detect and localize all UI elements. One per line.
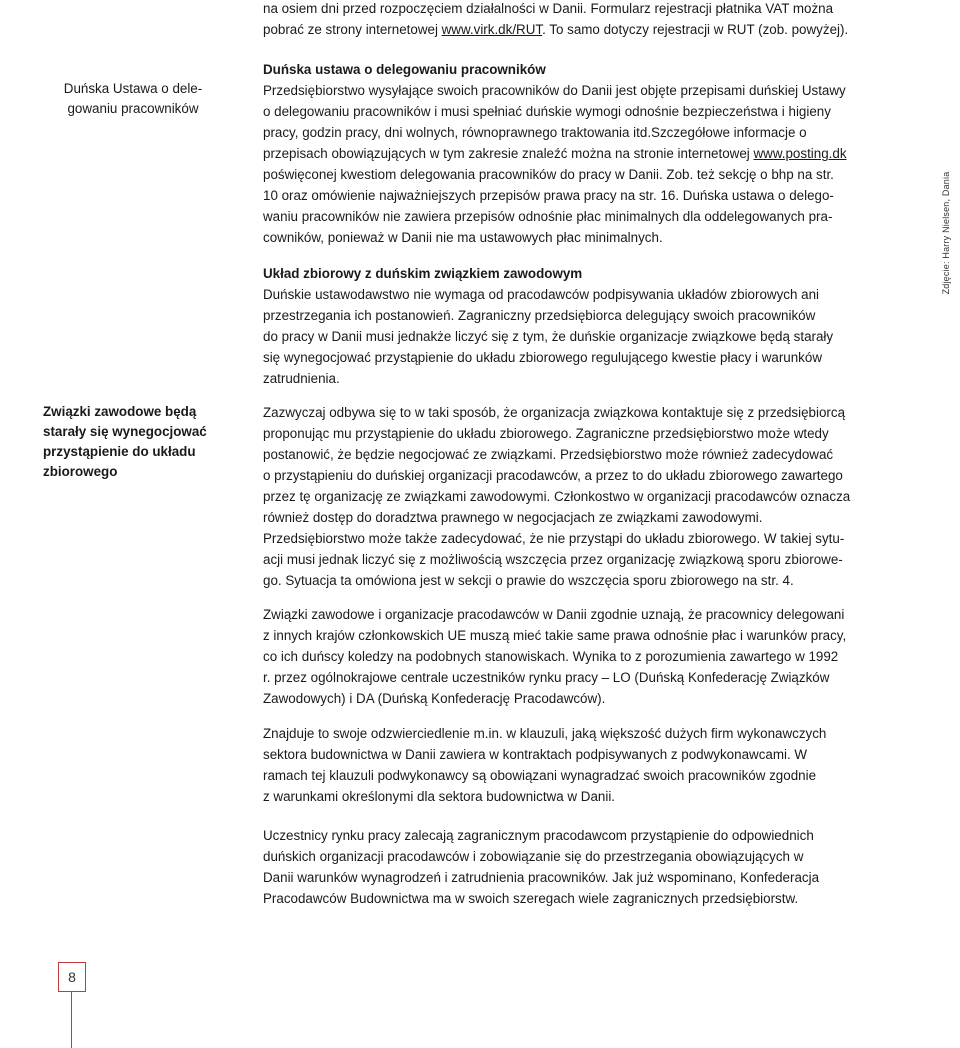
paragraph-line: pracy, godzin pracy, dni wolnych, równoprawnego traktowania itd.Szczegółowe informacje o: [263, 125, 807, 140]
paragraph-line: poświęconej kwestiom delegowania pracowników do pracy w Danii. Zob. też sekcję o bhp na str.: [263, 167, 834, 182]
paragraph-line: Zawodowych) i DA (Duńską Konfederację Pracodawców).: [263, 691, 606, 706]
paragraph-line: acji musi jednak liczyć się z możliwością wszczęcia przez organizację związkową sporu zbiorowe-: [263, 552, 843, 567]
paragraph-line: Pracodawców Budownictwa ma w swoich szeregach wiele zagranicznych przedsiębiorstw.: [263, 891, 799, 906]
paragraph-line: o przystąpieniu do duńskiej organizacji pracodawców, a przez to do układu zbiorowego zawartego: [263, 468, 843, 483]
paragraph-line: Przedsiębiorstwo może także zadecydować, że nie przystąpi do układu zbiorowego. W takiej sytu-: [263, 531, 845, 546]
virk-link[interactable]: www.virk.dk/RUT: [441, 22, 543, 37]
section-title-danish-act: Duńska ustawa o delegowaniu pracowników: [263, 62, 546, 77]
paragraph-line: Uczestnicy rynku pracy zalecają zagranicznym pracodawcom przystąpienie do odpowiednich: [263, 828, 814, 843]
paragraph-line: proponując mu przystąpienie do układu zbiorowego. Zagraniczne przedsiębiorstwo może wtedy: [263, 426, 829, 441]
paragraph-line: postanowić, że będzie negocjować ze związkami. Przedsiębiorstwo może również zadecydować: [263, 447, 834, 462]
paragraph-line: o delegowaniu pracowników i musi spełniać duńskie wymogi odnośnie bezpieczeństwa i higieny: [263, 104, 831, 119]
paragraph-line: go. Sytuacja ta omówiona jest w sekcji o prawie do wszczęcia sporu zbiorowego na str. 4.: [263, 573, 794, 588]
paragraph-line: Zazwyczaj odbywa się to w taki sposób, że organizacja związkowa kontaktuje się z przedsiębiorcą: [263, 405, 846, 420]
paragraph-line: waniu pracowników nie zawiera przepisów odnośnie płac minimalnych dla oddelegowanych pra-: [263, 209, 833, 224]
paragraph-line: co ich duńscy koledzy na podobnych stanowiskach. Wynika to z porozumienia zawartego w 1992: [263, 649, 839, 664]
paragraph-line: przestrzegania ich postanowień. Zagraniczny przedsiębiorca delegujący swoich pracowników: [263, 308, 816, 323]
section-title-collective-agreement: Układ zbiorowy z duńskim związkiem zawodowym: [263, 266, 583, 281]
paragraph-line: z warunkami określonymi dla sektora budownictwa w Danii.: [263, 789, 616, 804]
paragraph-line: [263, 143, 847, 164]
paragraph-line: Znajduje to swoje odzwierciedlenie m.in. w klauzuli, jaką większość dużych firm wykonawczych: [263, 726, 827, 741]
paragraph-line: również dostęp do doradztwa prawnego w negocjacjach ze związkami zawodowymi.: [263, 510, 763, 525]
photo-credit: Zdjęcie: Harry Nielsen, Dania: [941, 171, 951, 295]
posting-link[interactable]: www.posting.dk: [753, 146, 847, 161]
paragraph-line: cowników, ponieważ w Danii nie ma ustawowych płac minimalnych.: [263, 230, 663, 245]
paragraph-line: Duńskie ustawodawstwo nie wymaga od pracodawców podpisywania układów zbiorowych ani: [263, 287, 820, 302]
sidebar-heading-danish-act: Duńska Ustawa o dele- gowaniu pracowników: [63, 81, 203, 116]
top-text-line-1: na osiem dni przed rozpoczęciem działalności w Danii. Formularz rejestracji płatnika VAT można: [263, 1, 834, 16]
page-number-rule: [71, 992, 72, 1048]
paragraph-line: 10 oraz omówienie najważniejszych przepisów prawa pracy na str. 16. Duńska ustawa o delego-: [263, 188, 834, 203]
paragraph-line: r. przez ogólnokrajowe centrale uczestników rynku pracy – LO (Duńską Konfederację Związków: [263, 670, 830, 685]
paragraph-line: Związki zawodowe i organizacje pracodawców w Danii zgodnie uznają, że pracownicy delegowani: [263, 607, 845, 622]
paragraph-line: przez tę organizację ze związkami zawodowymi. Członkostwo w organizacji pracodawców oznacza: [263, 489, 851, 504]
paragraph-line: do pracy w Danii musi jednakże liczyć się z tym, że duńskie organizacje związkowe będą starały: [263, 329, 834, 344]
top-text-tail: . To samo dotyczy rejestracji w RUT (zob. powyżej).: [542, 22, 849, 37]
paragraph-line: Danii warunków wynagrodzeń i zatrudnienia pracowników. Jak już wspominano, Konfederacja: [263, 870, 820, 885]
paragraph-line: z innych krajów członkowskich UE muszą mieć takie same prawa odnośnie płac i warunków pracy,: [263, 628, 847, 643]
page-number: 8: [68, 969, 76, 985]
paragraph-line: zatrudnienia.: [263, 371, 340, 386]
page-number-box: [58, 962, 86, 992]
paragraph-line: duńskich organizacji pracodawców i zobowiązanie się do przestrzegania obowiązujących w: [263, 849, 804, 864]
paragraph-line: ramach tej klauzuli podwykonawcy są obowiązani wynagradzać swoich pracowników zgodnie: [263, 768, 817, 783]
top-text-line-2: [263, 19, 848, 40]
paragraph-line: się wynegocjować przystąpienie do układu zbiorowego regulującego kwestie płacy i warunków: [263, 350, 822, 365]
paragraph-line: sektora budownictwa w Danii zawiera w kontraktach podpisywanych z podwykonawcami. W: [263, 747, 808, 762]
paragraph-text: przepisach obowiązujących w tym zakresie znaleźć można na stronie internetowej: [263, 146, 754, 161]
top-text: pobrać ze strony internetowej: [263, 22, 442, 37]
paragraph-line: Przedsiębiorstwo wysyłające swoich pracowników do Danii jest objęte przepisami duńskiej Ustawy: [263, 83, 846, 98]
sidebar-heading-trade-unions: Związki zawodowe będą starały się wynegocjować przystąpienie do układu zbiorowego: [43, 404, 207, 479]
